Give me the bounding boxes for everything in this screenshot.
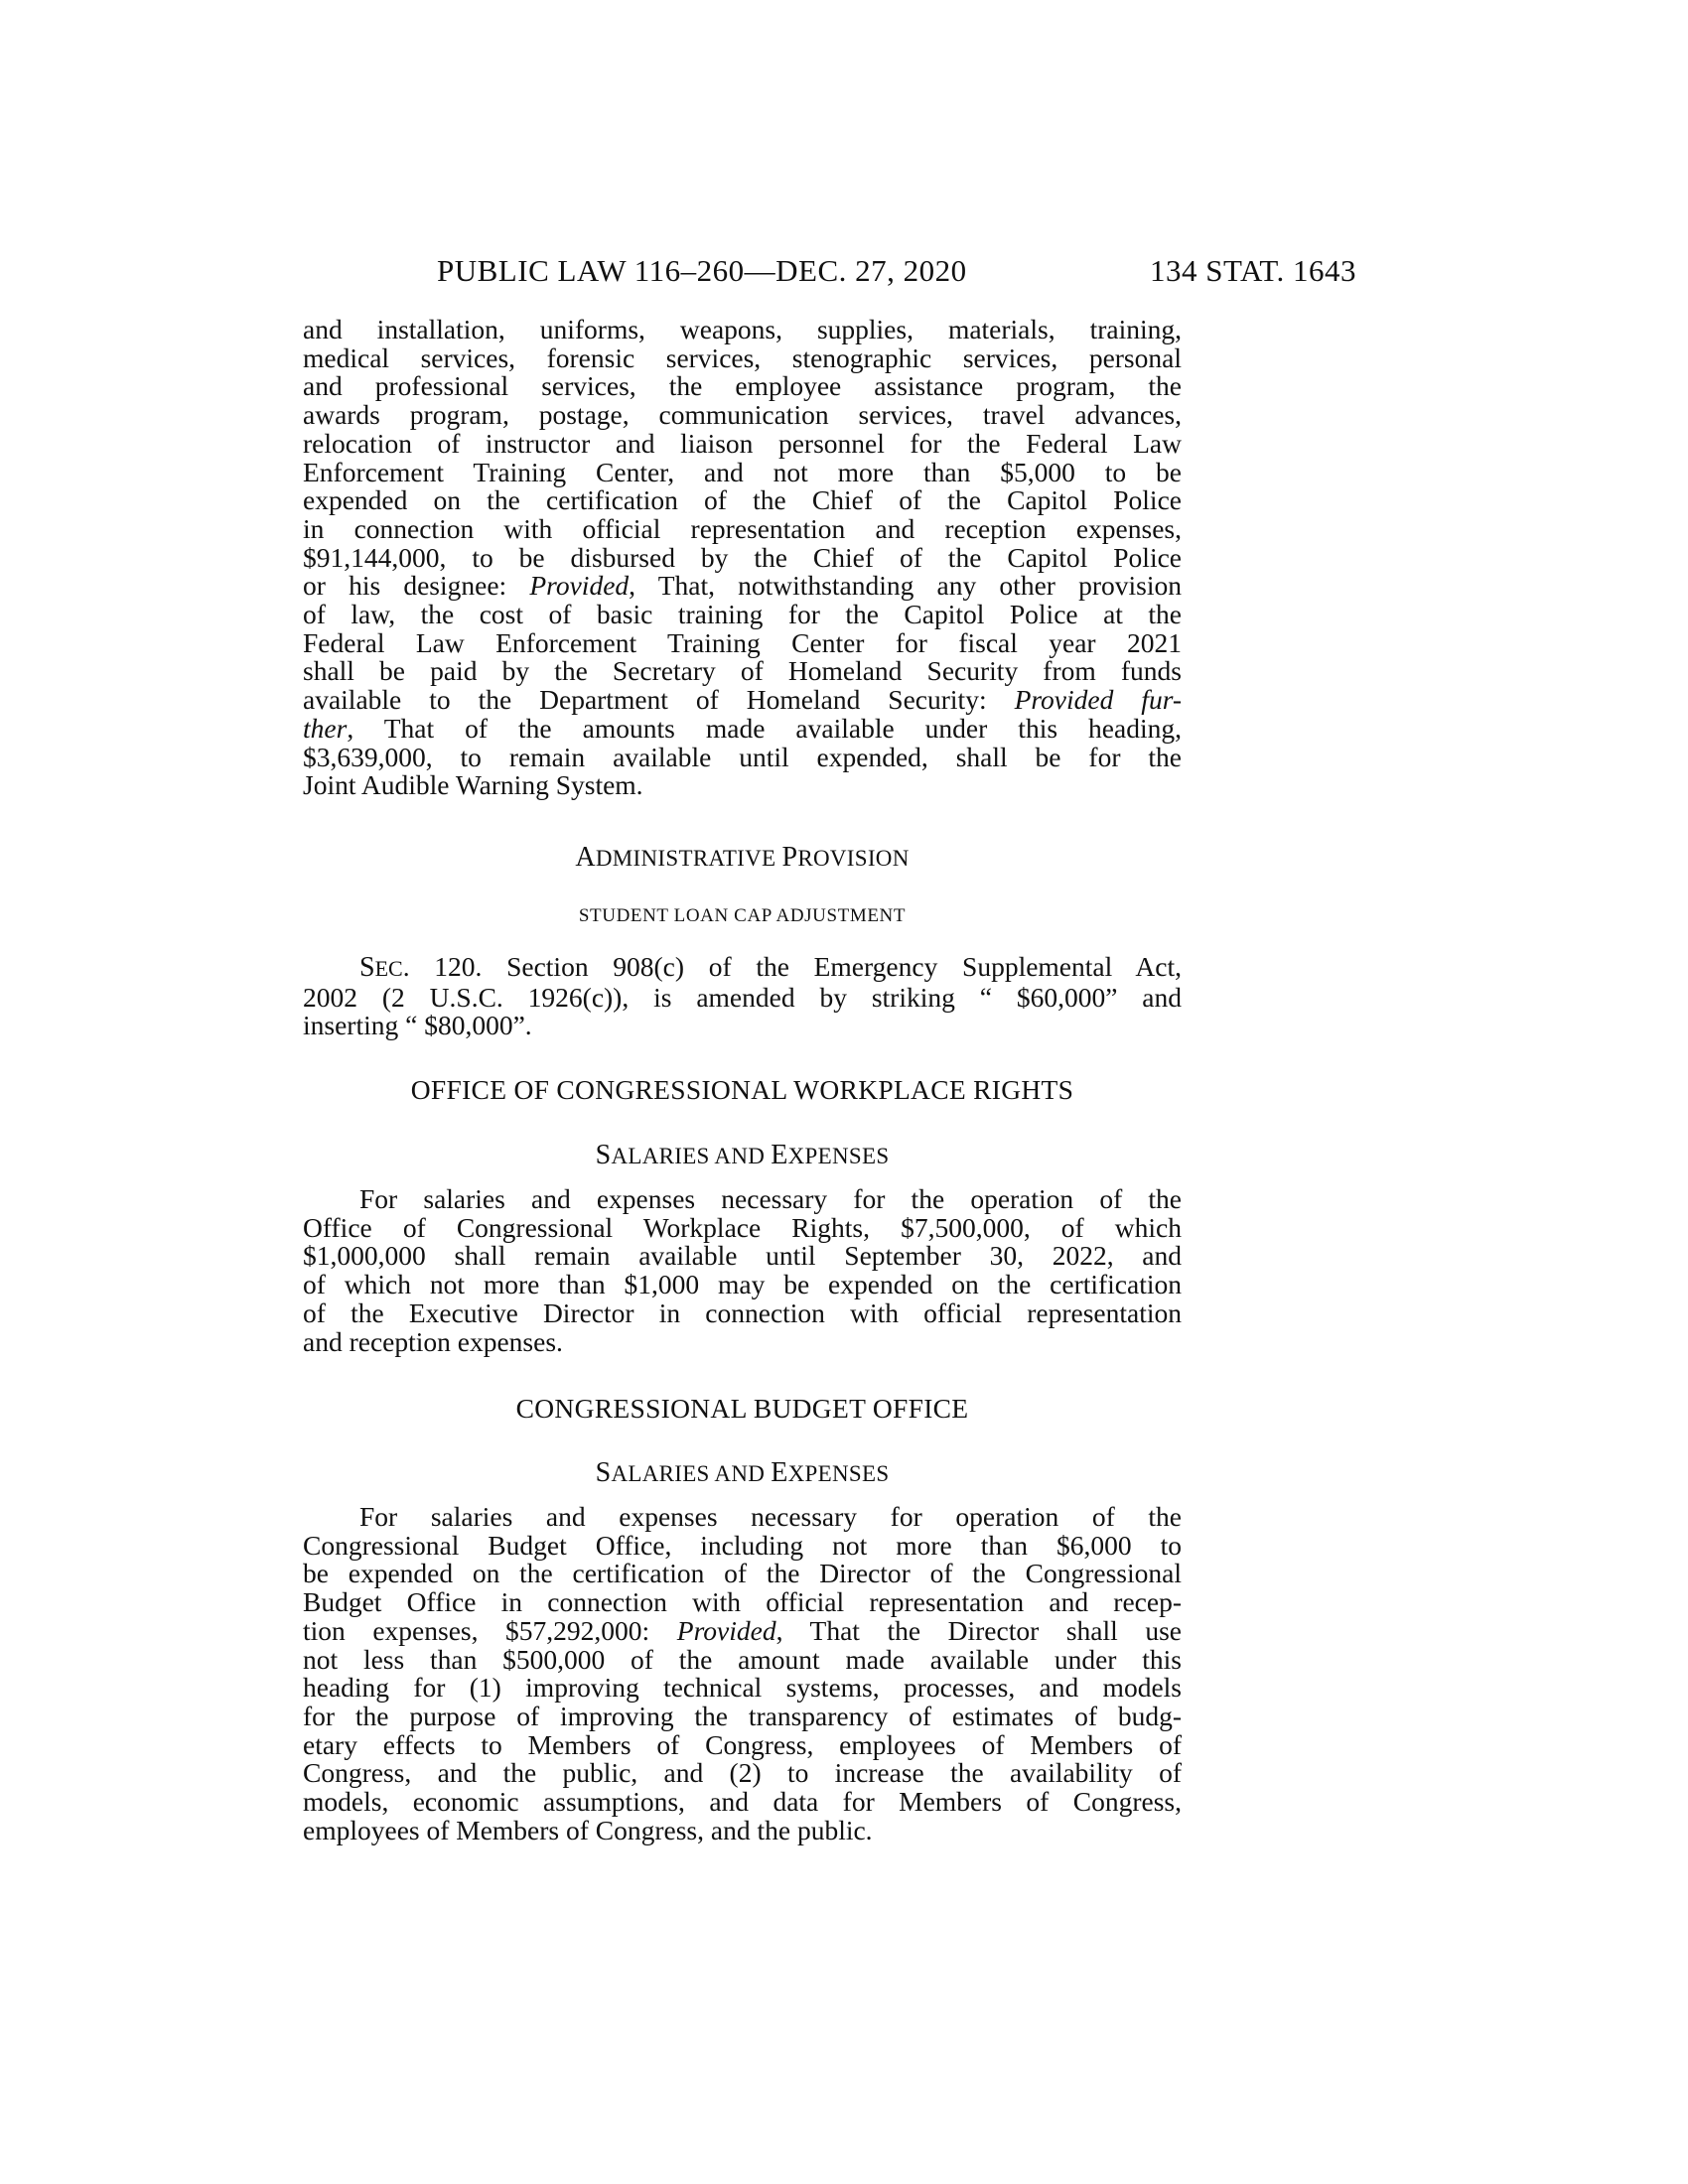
small-caps-rest: ALARIES AND	[611, 1144, 772, 1168]
text-line: expended on the certification of the Chief of the Capitol Police	[303, 484, 1182, 516]
text-line: Federal Law Enforcement Training Center for fiscal year 2021	[303, 626, 1182, 658]
text-line: relocation of instructor and liaison personnel for the Federal Law	[303, 427, 1182, 459]
text-line: 2002 (2 U.S.C. 1926(c)), is amended by striking “ $60,000” and	[303, 981, 1182, 1013]
small-caps-initial: E	[771, 1457, 788, 1488]
text-line: Congress, and the public, and (2) to increase the availability of	[303, 1757, 1182, 1789]
student-loan-cap-subheading: STUDENT LOAN CAP ADJUSTMENT	[578, 905, 907, 926]
small-caps-rest: ALARIES AND	[611, 1461, 772, 1486]
text-line: For salaries and expenses necessary for the operation of the	[359, 1183, 1182, 1214]
proviso-italic: Provided	[676, 1614, 776, 1646]
small-caps-initial: E	[771, 1140, 788, 1170]
text-line	[303, 686, 1182, 715]
text-line: and reception expenses.	[303, 1325, 563, 1357]
text-line: of law, the cost of basic training for the Capitol Police at the	[303, 599, 1182, 630]
text-line: $1,000,000 shall remain available until September 30, 2022, and	[303, 1240, 1182, 1272]
small-caps-rest: XPENSES	[787, 1461, 890, 1486]
ocwr-heading: OFFICE OF CONGRESSIONAL WORKPLACE RIGHTS	[410, 1074, 1074, 1105]
proviso-italic: Provided	[529, 570, 630, 602]
text-fragment: , That the Director shall use	[775, 1614, 1182, 1646]
text-line	[303, 953, 1182, 984]
text-fragment: , That, notwithstanding any other provision	[629, 570, 1182, 602]
text-line: awards program, postage, communication services, travel advances,	[303, 399, 1182, 431]
text-fragment: . 120. Section 908(c) of the Emergency Supplemental Act,	[402, 951, 1182, 982]
text-line: of the Executive Director in connection with official representation	[303, 1297, 1182, 1328]
administrative-provision-heading	[303, 842, 1182, 874]
text-line: models, economic assumptions, and data for Members of Congress,	[303, 1786, 1182, 1818]
small-caps-initial: S	[595, 1457, 612, 1488]
proviso-italic: Provided fur-	[1014, 684, 1183, 716]
small-caps-initial: P	[781, 842, 798, 873]
text-line: medical services, forensic services, stenographic services, personal	[303, 341, 1182, 373]
section-label-initial: S	[359, 952, 375, 983]
text-line: in connection with official representation and reception expenses,	[303, 512, 1182, 544]
small-caps-rest: XPENSES	[787, 1144, 890, 1168]
section-label-rest: EC	[374, 956, 403, 981]
text-line: Congressional Budget Office, including not more than $6,000 to	[303, 1529, 1182, 1561]
text-line: heading for (1) improving technical systems, processes, and models	[303, 1672, 1182, 1704]
running-header-law-title: PUBLIC LAW 116–260—DEC. 27, 2020	[437, 253, 967, 288]
small-caps-initial: S	[595, 1140, 612, 1170]
section-120-paragraph	[303, 953, 1182, 1040]
text-line: of which not more than $1,000 may be expended on the certification	[303, 1269, 1182, 1300]
small-caps-initial: A	[575, 842, 596, 873]
text-line: For salaries and expenses necessary for operation of the	[359, 1501, 1182, 1532]
text-line: Budget Office in connection with official representation and recep-	[303, 1586, 1182, 1618]
ocwr-paragraph	[303, 1185, 1182, 1356]
text-line: for the purpose of improving the transparency of estimates of budg-	[303, 1700, 1182, 1731]
text-line: $91,144,000, to be disbursed by the Chief of the Capitol Police	[303, 541, 1182, 573]
text-line	[303, 1614, 1182, 1646]
text-line: etary effects to Members of Congress, employees of Members of	[303, 1728, 1182, 1760]
text-line: and professional services, the employee assistance program, the	[303, 370, 1182, 402]
capitol-police-continuation-paragraph	[303, 316, 1182, 800]
text-line: employees of Members of Congress, and the public.	[303, 1814, 873, 1845]
text-line	[303, 712, 1182, 744]
text-fragment: or his designee:	[303, 570, 507, 602]
text-fragment: , That of the amounts made available under this heading,	[347, 712, 1182, 744]
text-line: Office of Congressional Workplace Rights, $7,500,000, of which	[303, 1211, 1182, 1243]
text-fragment: tion expenses, $57,292,000:	[303, 1614, 650, 1646]
text-line: and installation, uniforms, weapons, supplies, materials, training,	[303, 314, 1182, 344]
text-line: be expended on the certification of the Director of the Congressional	[303, 1558, 1182, 1589]
cbo-heading: CONGRESSIONAL BUDGET OFFICE	[515, 1393, 969, 1424]
small-caps-rest: ROVISION	[797, 846, 910, 871]
text-line: $3,639,000, to remain available until expended, shall be for the	[303, 741, 1182, 772]
running-header-stat-page: 134 STAT. 1643	[1150, 253, 1357, 288]
proviso-italic: ther	[303, 712, 348, 744]
cbo-paragraph	[303, 1503, 1182, 1844]
ocwr-salaries-expenses-subheading	[303, 1140, 1182, 1171]
text-line: inserting “ $80,000”.	[303, 1010, 532, 1041]
text-line	[303, 572, 1182, 601]
text-line: Enforcement Training Center, and not more than $5,000 to be	[303, 456, 1182, 487]
text-line: Joint Audible Warning System.	[303, 769, 643, 801]
small-caps-rest: DMINISTRATIVE	[595, 846, 782, 871]
cbo-salaries-expenses-subheading	[303, 1457, 1182, 1489]
text-line: shall be paid by the Secretary of Homeland Security from funds	[303, 655, 1182, 687]
text-fragment: available to the Department of Homeland Security:	[303, 684, 987, 716]
text-line: not less than $500,000 of the amount made available under this	[303, 1643, 1182, 1675]
